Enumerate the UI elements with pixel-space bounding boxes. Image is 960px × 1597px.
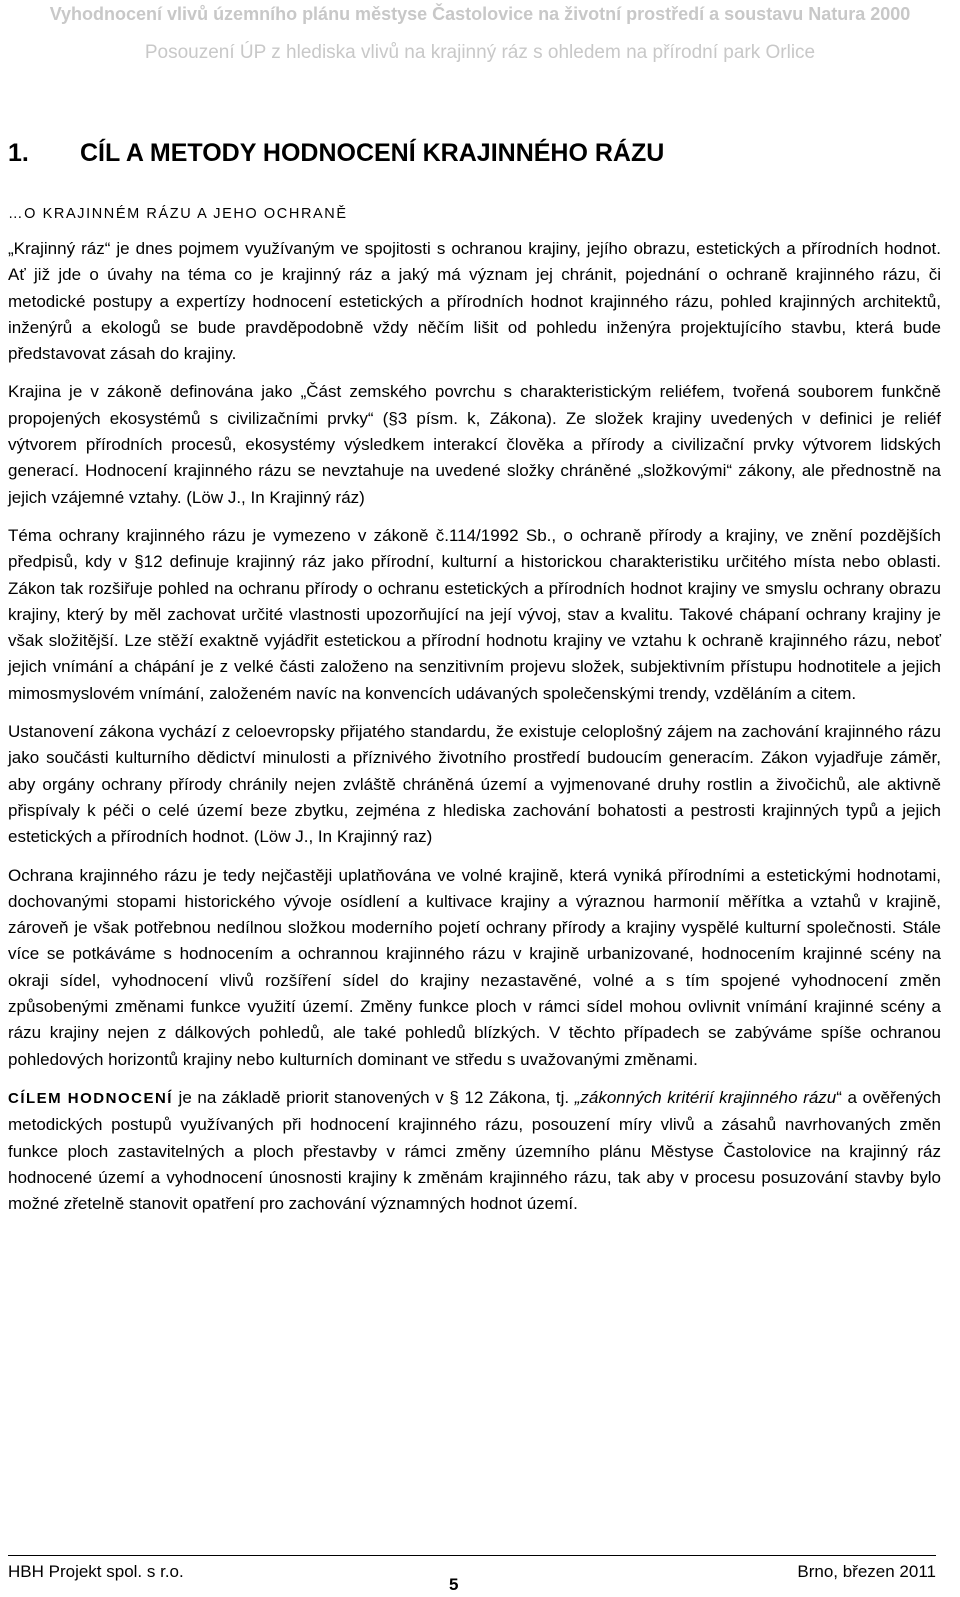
footer-place-date: Brno, březen 2011 <box>797 1562 936 1581</box>
paragraph-1: „Krajinný ráz“ je dnes pojmem využívaným ve spojitosti s ochranou krajiny, jejího obrazu, estetických a přírodních hodnot. Ať již jde o úvahy na téma co je krajinný ráz a jaký má význam jej chránit, pojednání o ochraně krajinného rázu, či metodické postupy a expertízy hodnocení estetických a přírodních hodnot krajinného rázu, pohled krajinných architektů, inženýrů a ekologů se bude pravděpodobně vždy něčím lišit od pohledu inženýra projektujícího stavbu, která bude představovat zásah do krajiny. <box>8 239 941 364</box>
running-header-title: Vyhodnocení vlivů územního plánu městyse Častolovice na životní prostředí a soustavu Natura 2000 <box>49 4 911 24</box>
footer-divider <box>8 1555 936 1556</box>
chapter-number: 1. <box>8 139 29 167</box>
paragraph-6-text-2: “ a ověřených metodických postupů využívaných při hodnocení krajinného rázu, posouzení míry vlivů a zásahů navrhovaných změn funkce ploch zastavitelných a ploch přestavby v rámci změny územního plánu Městyse Častolovice na krajinný ráz hodnocené území a vyhodnocení únosnosti krajiny k změnám krajinného rázu, tak aby v procesu posuzování stavby bylo možné zřetelně stanovit opatření pro zachování významných hodnot území. <box>8 1087 941 1214</box>
footer-company: HBH Projekt spol. s r.o. <box>8 1562 184 1581</box>
running-header-subtitle: Posouzení ÚP z hlediska vlivů na krajinný ráz s ohledem na přírodní park Orlice <box>144 42 816 63</box>
paragraph-3: Téma ochrany krajinného rázu je vymezeno v zákoně č.114/1992 Sb., o ochraně přírody a krajiny, ve znění pozdějších předpisů, kdy v §12 definuje krajinný ráz jako přírodní, kulturní a historickou charakteristiku určitého místa nebo oblasti. Zákon tak rozšiřuje pohled na ochranu přírody o ochranu estetických a přírodních hodnot krajiny ve smyslu ochrany obrazu krajiny, který by měl zachovat určité vlastnosti upozorňující na její vývoj, stav a kvalitu. Takové chápaní ochrany krajiny je však složitější. Lze stěží exaktně vyjádřit estetickou a přírodní hodnotu krajiny ve vztahu k ochraně krajinného rázu, neboť jejich vnímání a chápání je z velké části založeno na senzitivním projevu složek, subjektivním přístupu hodnotitele a jejich mimosmyslovém vnímání, založeném navíc na konvencích udávaných společenskými trendy, vzděláním a citem. <box>8 525 941 703</box>
page-number: 5 <box>449 1575 459 1594</box>
section-subheading: …O KRAJINNÉM RÁZU A JEHO OCHRANĚ <box>8 206 348 222</box>
paragraph-2: Krajina je v zákoně definována jako „Část zemského povrchu s charakteristickým reliéfem, tvořená souborem funkčně propojených ekosystémů s civilizačními prvky“ (§3 písm. k, Zákona). Ze složek krajiny uvedených v definici je reliéf výtvorem přírodních procesů, ekosystémy výsledkem interakcí člověka a přírody a civilizační prvky výtvorem lidských generací. Hodnocení krajinného rázu se nevztahuje na uvedené složky chráněné „složkovými“ zákony, ale přednostně na jejich vzájemné vztahy. (Löw J., In Krajinný ráz) <box>8 382 941 507</box>
chapter-heading <box>8 138 948 168</box>
lead-term-hodnoceni: HODNOCENÍ <box>67 1089 173 1107</box>
paragraph-5: Ochrana krajinného rázu je tedy nejčastěji uplatňována ve volné krajině, která vyniká přírodními a estetickými hodnotami, dochovanými stopami historického vývoje osídlení a kultivace krajiny a výraznou harmonií měřítka a vztahů v krajině, zároveň je však potřebnou nedílnou složkou moderního pojetí ochrany přírody a krajiny vyspělé kulturní společnosti. Stále více se potkáváme s hodnocením a ochrannou krajinného rázu v krajině urbanizované, hodnocením krajinné scény na okraji sídel, vyhodnocení vlivů rozšíření sídel do krajiny nezastavěné, volné a s tím spojené vyhodnocení změn způsobenými změnami funkce využití území. Změny funkce ploch v rámci sídel mohou ovlivnit vnímání krajinné scény a rázu krajiny nejen z dálkových pohledů, ale také pohledů blízkých. V těchto případech se zabýváme spíše ochranou pohledových horizontů krajiny nebo kulturních dominant ve středu s uvažovanými změnami. <box>8 865 941 1069</box>
paragraph-6-italic: „zákonných kritérií krajinného rázu <box>574 1087 837 1107</box>
paragraph-6 <box>8 1085 941 1217</box>
paragraph-4: Ustanovení zákona vychází z celoevropsky přijatého standardu, že existuje celoplošný zájem na zachování krajinného rázu jako součásti kulturního dědictví minulosti a příznivého životního prostředí budoucím generacím. Zákon vyjadřuje záměr, aby orgány ochrany přírody chránily nejen zvláště chráněná území a vyjmenované druhy rostlin a živočichů, ale aktivně přispívaly k péči o celé území beze zbytku, zejména z hlediska zachování bohatosti a pestrosti krajinných typů a jejich estetických a přírodních hodnot. (Löw J., In Krajinný raz) <box>8 722 941 847</box>
lead-term-cilem: CÍLEM <box>8 1089 63 1107</box>
paragraph-6-text-1: je na základě priorit stanovených v § 12 Zákona, tj. <box>172 1087 575 1107</box>
body-text <box>8 236 941 1229</box>
chapter-title: CÍL A METODY HODNOCENÍ KRAJINNÉHO RÁZU <box>80 139 665 167</box>
